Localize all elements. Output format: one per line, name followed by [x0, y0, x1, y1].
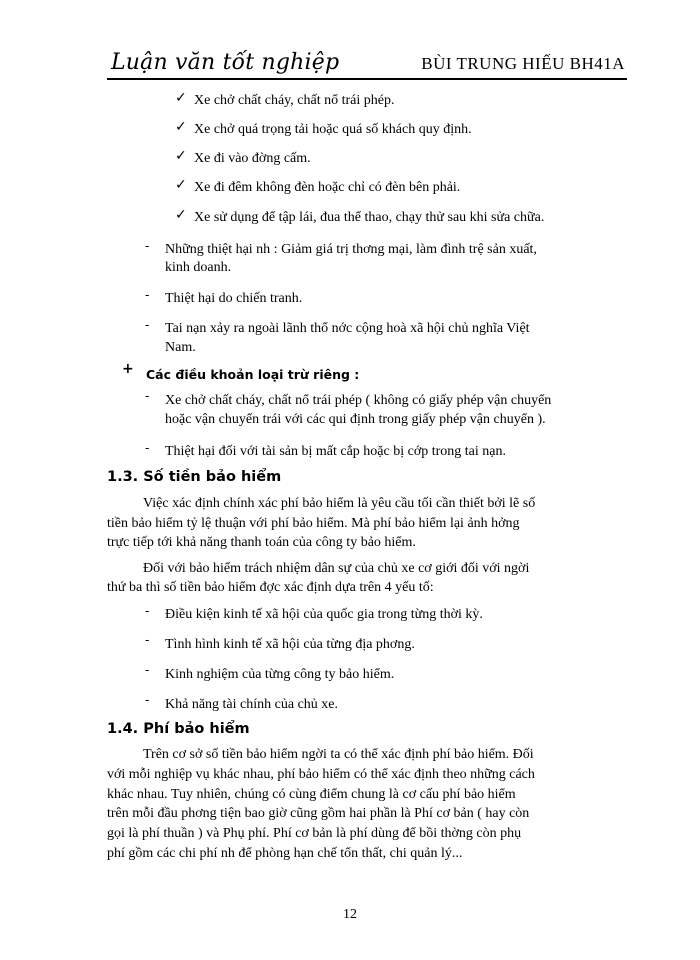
list-item: Xe chở quá trọng tải hoặc quá số khách quy định. [194, 122, 472, 137]
dash-bullet: - [145, 662, 150, 677]
list-item: Xe chở chất cháy, chất nổ trái phép. [194, 93, 395, 108]
paragraph-line: Việc xác định chính xác phí bảo hiểm là yêu cầu tối cần thiết bởi lẽ số [143, 496, 536, 511]
dash-bullet: - [145, 388, 150, 403]
paragraph-line: khác nhau. Tuy nhiên, chúng có cùng điểm chung là cơ cấu phí bảo hiểm [107, 787, 516, 802]
exclusion-heading: Các điều khoản loại trừ riêng : [146, 367, 360, 382]
paragraph-line: Trên cơ sở số tiền bảo hiểm ngời ta có thể xác định phí bảo hiểm. Đối [143, 747, 534, 762]
section-heading: 1.3. Số tiền bảo hiểm [107, 469, 282, 485]
page-header [107, 48, 627, 80]
paragraph-line: gọi là phí thuần ) và Phụ phí. Phí cơ bản là phí dùng để bồi thờng còn phụ [107, 826, 522, 841]
list-item: Điều kiện kinh tế xã hội của quốc gia trong từng thời kỳ. [165, 607, 483, 622]
list-item: Xe đi đêm không đèn hoặc chỉ có đèn bên phải. [194, 180, 461, 195]
header-thesis-title: Luận văn tốt nghiệp [111, 50, 340, 75]
check-icon: ✓ [175, 207, 187, 223]
dash-bullet: - [145, 287, 150, 302]
check-icon: ✓ [175, 90, 187, 106]
check-icon: ✓ [175, 177, 187, 193]
dash-bullet: - [145, 632, 150, 647]
list-item: Thiệt hại đối với tài sản bị mất cắp hoặc bị cớp trong tai nạn. [165, 444, 506, 459]
header-rule [107, 78, 627, 80]
list-item: Tình hình kinh tế xã hội của từng địa phơng. [165, 637, 415, 652]
list-item: Thiệt hại do chiến tranh. [165, 291, 303, 306]
list-item-continuation: Nam. [165, 340, 196, 355]
list-item: Kinh nghiệm của từng công ty bảo hiểm. [165, 667, 395, 682]
dash-bullet: - [145, 317, 150, 332]
plus-bullet-icon: + [122, 361, 134, 377]
dash-bullet: - [145, 603, 150, 618]
paragraph-line: tiền bảo hiểm tỷ lệ thuận với phí bảo hiểm. Mà phí bảo hiểm lại ảnh hởng [107, 516, 520, 531]
list-item: Xe đi vào đờng cấm. [194, 151, 311, 166]
list-item: Khả năng tài chính của chủ xe. [165, 697, 338, 712]
paragraph-line: trực tiếp tới khả năng thanh toán của công ty bảo hiểm. [107, 535, 416, 550]
dash-bullet: - [145, 692, 150, 707]
paragraph-line: với mỗi nghiệp vụ khác nhau, phí bảo hiểm có thể xác định theo những cách [107, 767, 535, 782]
page-number: 12 [343, 907, 357, 922]
list-item: Những thiệt hại nh : Giảm giá trị thơng mại, làm đình trệ sản xuất, [165, 242, 537, 257]
paragraph-line: thứ ba thì số tiền bảo hiểm đợc xác định dựa trên 4 yếu tố: [107, 580, 434, 595]
header-author: BÙI TRUNG HIẾU BH41A [421, 54, 625, 73]
list-item-continuation: hoặc vận chuyển trái với các qui định trong giấy phép vận chuyển ). [165, 412, 546, 427]
paragraph-line: trên mỗi đầu phơng tiện bao giờ cũng gồm hai phần là Phí cơ bản ( hay còn [107, 806, 530, 821]
paragraph-line: phí gồm các chi phí nh để phòng hạn chế tổn thất, chi quản lý... [107, 846, 463, 861]
list-item: Tai nạn xảy ra ngoài lãnh thổ nớc cộng hoà xã hội chủ nghĩa Việt [165, 321, 530, 336]
list-item: Xe chở chất cháy, chất nổ trái phép ( không có giấy phép vận chuyển [165, 393, 552, 408]
list-item: Xe sử dụng để tập lái, đua thể thao, chạy thử sau khi sửa chữa. [194, 210, 545, 225]
section-heading: 1.4. Phí bảo hiểm [107, 721, 250, 737]
list-item-continuation: kinh doanh. [165, 260, 232, 275]
paragraph-line: Đối với bảo hiểm trách nhiệm dân sự của chủ xe cơ giới đối với ngời [143, 561, 530, 576]
check-icon: ✓ [175, 148, 187, 164]
dash-bullet: - [145, 238, 150, 253]
check-icon: ✓ [175, 119, 187, 135]
dash-bullet: - [145, 440, 150, 455]
